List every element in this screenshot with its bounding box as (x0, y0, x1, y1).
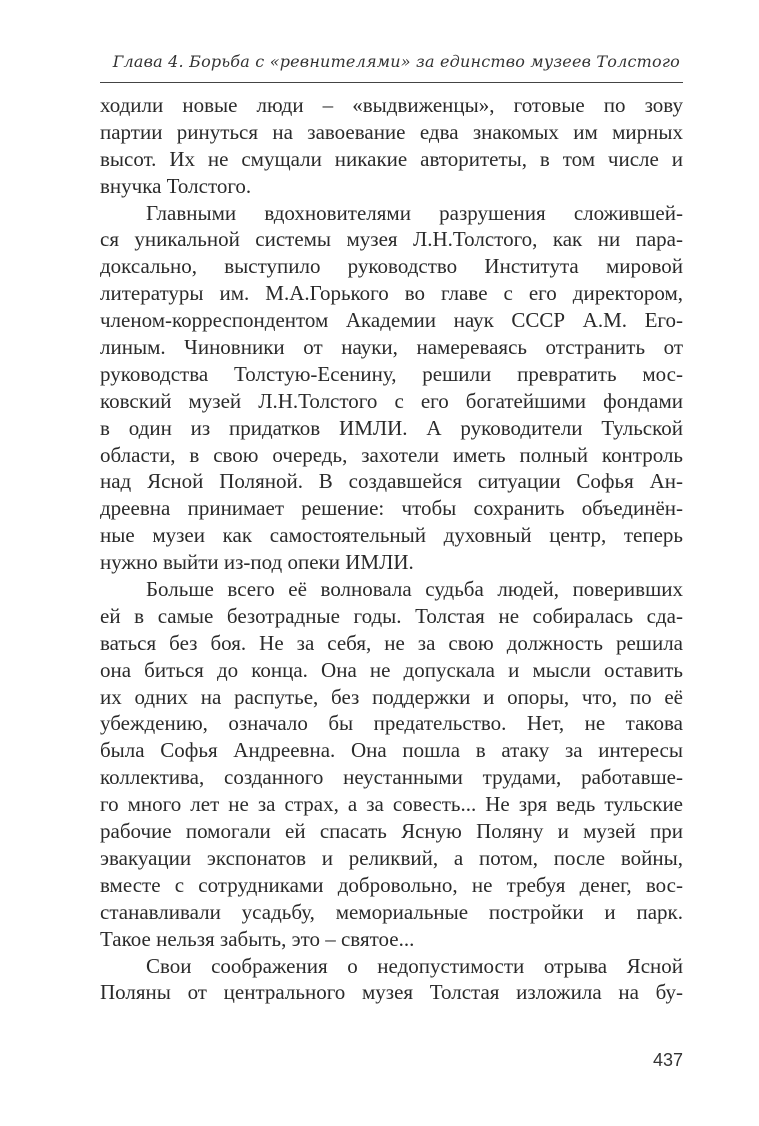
text-line: рабочие помогали ей спасать Ясную Поляну и музей при (100, 819, 683, 844)
text-line: Главными вдохновителями разрушения сложившей- (146, 200, 683, 225)
text-line: она биться до конца. Она не допускала и мысли оставить (100, 657, 683, 682)
text-line: Такое нельзя забыть, это – святое... (100, 926, 415, 951)
text-line: в один из придатков ИМЛИ. А руководители Тульской (100, 415, 683, 440)
text-line: ходили новые люди – «выдвиженцы», готовые по зову (100, 93, 683, 117)
text-line: внучка Толстого. (100, 173, 252, 198)
text-line: станавливали усадьбу, мемориальные постройки и парк. (100, 899, 683, 924)
running-head: Глава 4. Борьба с «ревнителями» за единство музеев Толстого (112, 52, 680, 71)
text-line: над Ясной Поляной. В создавшейся ситуации Софья Ан- (100, 469, 683, 494)
text-line: руководства Толстую-Есенину, решили превратить мос- (100, 361, 683, 386)
text-line: Больше всего её волновала судьба людей, поверивших (146, 577, 683, 602)
text-line: области, в свою очередь, захотели иметь полный контроль (100, 442, 683, 467)
text-line: членом-корреспондентом Академии наук СССР А.М. Его- (100, 308, 683, 333)
text-line: ся уникальной системы музея Л.Н.Толстого, как ни пара- (100, 227, 683, 252)
text-line: линым. Чиновники от науки, намереваясь отстранить от (100, 335, 683, 360)
text-line: эвакуации экспонатов и реликвий, а потом, после войны, (100, 845, 683, 870)
text-line: ваться без боя. Не за себя, не за свою должность решила (100, 630, 683, 655)
paragraph (100, 200, 683, 576)
paragraph (100, 953, 683, 1007)
text-line: литературы им. М.А.Горького во главе с его директором, (100, 281, 683, 306)
text-line: дреевна принимает решение: чтобы сохранить объединён- (100, 496, 683, 521)
paragraph (100, 576, 683, 952)
page-number: 437 (652, 1050, 683, 1070)
text-line: Свои соображения о недопустимости отрыва Ясной (146, 953, 683, 978)
header-rule (100, 82, 683, 83)
text-line: вместе с сотрудниками добровольно, не требуя денег, вос- (100, 872, 683, 897)
text-line: доксально, выступило руководство Института мировой (100, 254, 683, 279)
body-text (100, 92, 683, 1006)
text-line: ковский музей Л.Н.Толстого с его богатейшими фондами (100, 388, 683, 413)
text-line: была Софья Андреевна. Она пошла в атаку за интересы (100, 738, 683, 763)
text-line: коллектива, созданного неустанными трудами, работавше- (100, 765, 683, 790)
paragraph (100, 92, 683, 200)
text-line: ные музеи как самостоятельный духовный центр, теперь (100, 523, 683, 548)
text-line: нужно выйти из-под опеки ИМЛИ. (100, 550, 414, 575)
text-line: высот. Их не смущали никакие авторитеты, в том числе и (100, 146, 683, 171)
text-line: партии ринуться на завоевание едва знакомых им мирных (100, 119, 683, 144)
text-line: ей в самые безотрадные годы. Толстая не собиралась сда- (100, 603, 683, 628)
text-line: убеждению, означало бы предательство. Нет, не такова (100, 711, 683, 736)
text-line: Поляны от центрального музея Толстая изложила на бу- (100, 980, 683, 1005)
text-line: их одних на распутье, без поддержки и опоры, что, по её (100, 684, 683, 709)
text-line: го много лет не за страх, а за совесть... Не зря ведь тульские (100, 792, 683, 817)
